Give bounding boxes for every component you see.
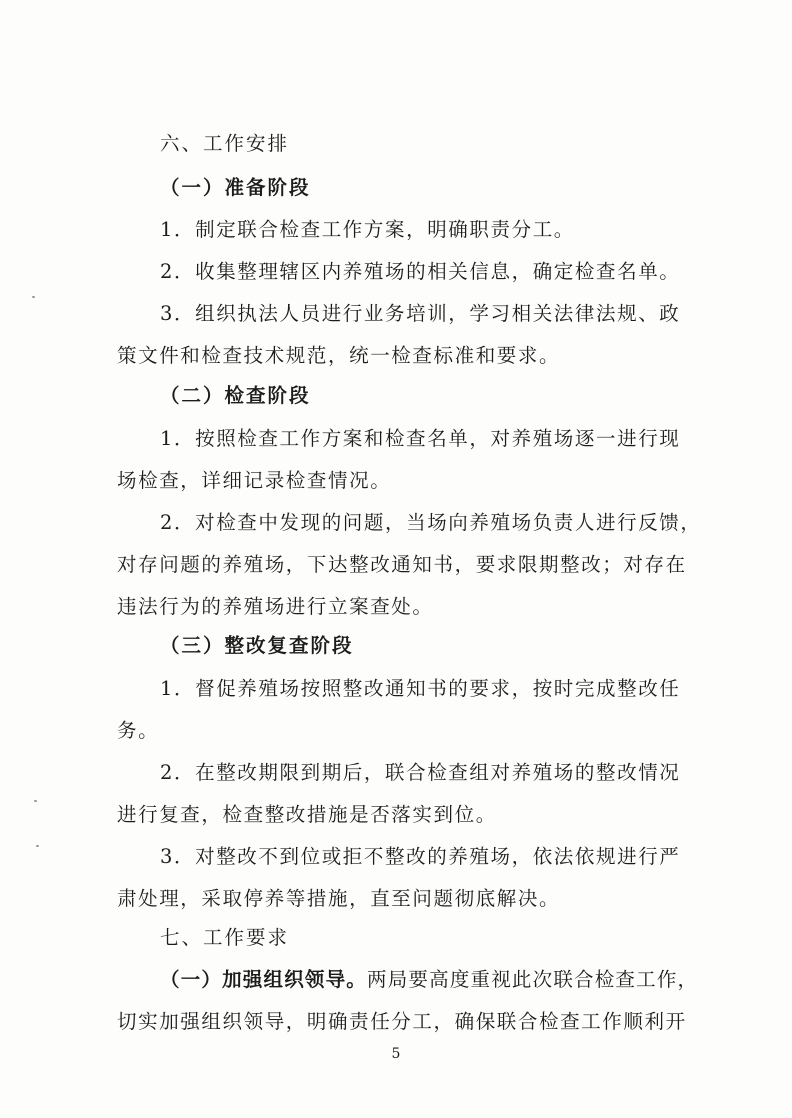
section-7-sub1-paragraph <box>160 964 698 992</box>
paragraph: 3．组织执法人员进行业务培训，学习相关法律法规、政 <box>160 302 681 325</box>
paragraph: 3．对整改不到位或拒不整改的养殖场，依法依规进行严 <box>160 845 681 868</box>
paragraph: 违法行为的养殖场进行立案查处。 <box>117 595 434 618</box>
section-6-sub1-heading: （一）准备阶段 <box>160 176 311 199</box>
section-6-sub2-heading: （二）检查阶段 <box>160 384 311 407</box>
scan-speck <box>34 800 37 802</box>
section-6-title: 六、工作安排 <box>160 132 290 155</box>
paragraph-text: 两局要高度重视此次联合检查工作， <box>367 968 699 991</box>
paragraph: 2．对检查中发现的问题，当场向养殖场负责人进行反馈， <box>160 511 702 534</box>
scan-speck <box>32 296 35 298</box>
paragraph: 场检查，详细记录检查情况。 <box>117 469 392 492</box>
section-7-sub1-heading: （一）加强组织领导。 <box>160 968 368 991</box>
paragraph: 务。 <box>117 719 160 742</box>
paragraph: 2．在整改期限到期后，联合检查组对养殖场的整改情况 <box>160 761 681 784</box>
paragraph: 对存问题的养殖场，下达整改通知书，要求限期整改；对存在 <box>117 553 687 576</box>
paragraph: 1．按照检查工作方案和检查名单，对养殖场逐一进行现 <box>160 427 681 450</box>
page-number: 5 <box>391 1046 401 1062</box>
section-7-title: 七、工作要求 <box>160 926 290 949</box>
paragraph: 进行复查，检查整改措施是否落实到位。 <box>117 803 497 826</box>
paragraph: 策文件和检查技术规范，统一检查标准和要求。 <box>117 344 561 367</box>
paragraph: 切实加强组织领导，明确责任分工，确保联合检查工作顺利开 <box>117 1010 687 1033</box>
scan-speck <box>36 845 39 847</box>
paragraph: 1．督促养殖场按照整改通知书的要求，按时完成整改任 <box>160 677 681 700</box>
paragraph: 肃处理，采取停养等措施，直至问题彻底解决。 <box>117 887 561 910</box>
paragraph: 2．收集整理辖区内养殖场的相关信息，确定检查名单。 <box>160 260 681 283</box>
paragraph: 1．制定联合检查工作方案，明确职责分工。 <box>160 218 575 241</box>
section-6-sub3-heading: （三）整改复查阶段 <box>160 634 354 657</box>
